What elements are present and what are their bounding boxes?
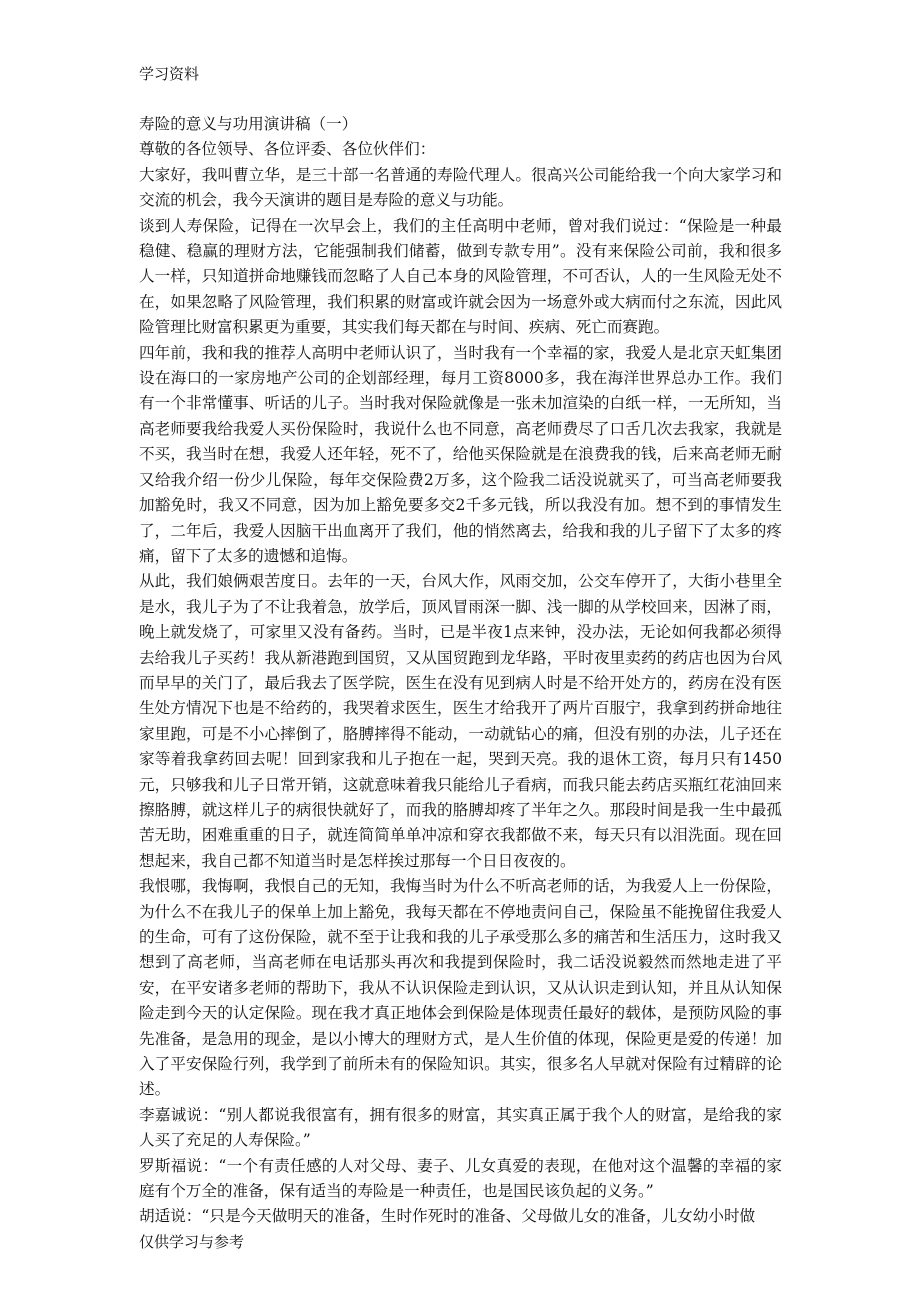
paragraph-quote-hu-shi: 胡适说：“只是今天做明天的准备，生时作死时的准备、父母做儿女的准备，儿女幼小时做 [139, 1207, 756, 1226]
document-title: 寿险的意义与功用演讲稿（一） [139, 115, 358, 133]
paragraph-hard-times: 从此，我们娘俩艰苦度日。去年的一天，台风大作，风雨交加，公交车停开了，大街小巷里全是水，我儿子为了不让我着急，放学后，顶风冒雨深一脚、浅一脚的从学校回来，因淋了雨，晚上就发烧了，可家里又没有备药。当时，已是半夜1点来钟，没办法，无论如何我都必须得去给我儿子买药！我从新港跑到国贸，又从国贸跑到龙华路，平时夜里卖药的药店也因为台风而早早的关门了，最后我去了医学院，医生在没有见到病人时是不给开处方的，药房在没有医生处方情况下也是不给药的，我哭着求医生，医生才给我开了两片百服宁，我拿到药拼命地往家里跑，可是不小心摔倒了，胳膊摔得不能动，一动就钻心的痛，但没有别的办法，儿子还在家等着我拿药回去呢！回到家我和儿子抱在一起，哭到天亮。我的退休工资，每月只有1450元，只够我和儿子日常开销，这就意味着我只能给儿子看病，而我只能去药店买瓶红花油回来擦胳膊，就这样儿子的病很快就好了，而我的胳膊却疼了半年之久。那段时间是我一生中最孤苦无助，困难重重的日子，就连简简单单冲凉和穿衣我都做不来，每天只有以泪洗面。现在回想起来，我自己都不知道当时是怎样挨过那每一个日日夜夜的。 [139, 572, 782, 870]
paragraph-introduction: 大家好，我叫曹立华，是三十部一名普通的寿险代理人。很高兴公司能给我一个向大家学习和交流的机会，我今天演讲的题目是寿险的意义与功能。 [139, 165, 782, 210]
paragraph-quote-li-ka-shing: 李嘉诚说：“别人都说我很富有，拥有很多的财富，其实真正属于我个人的财富，是给我的家人买了充足的人寿保险。” [139, 1105, 782, 1150]
paragraph-salutation: 尊敬的各位领导、各位评委、各位伙伴们： [139, 140, 436, 159]
paragraph-risk-management: 谈到人寿保险，记得在一次早会上，我们的主任高明中老师，曾对我们说过：“保险是一种最稳健、稳赢的理财方法，它能强制我们储蓄，做到专款专用”。没有来保险公司前，我和很多人一样，只知道拼命地赚钱而忽略了人自己本身的风险管理，不可否认，人的一生风险无处不在，如果忽略了风险管理，我们积累的财富或许就会因为一场意外或大病而付之东流，因此风险管理比财富积累更为重要，其实我们每天都在与时间、疾病、死亡而赛跑。 [139, 216, 782, 337]
page-footer: 仅供学习与参考 [139, 1233, 245, 1251]
paragraph-quote-roosevelt: 罗斯福说：“一个有责任感的人对父母、妻子、儿女真爱的表现，在他对这个温馨的幸福的家庭有个万全的准备，保有适当的寿险是一种责任，也是国民该负起的义务。” [139, 1156, 782, 1201]
page-header: 学习资料 [139, 65, 200, 83]
paragraph-four-years-ago: 四年前，我和我的推荐人高明中老师认识了，当时我有一个幸福的家，我爱人是北京天虹集团设在海口的一家房地产公司的企划部经理，每月工资8000多，我在海洋世界总办工作。我们有一个非常懂事、听话的儿子。当时我对保险就像是一张未加渲染的白纸一样，一无所知，当高老师要我给我爱人买份保险时，我说什么也不同意，高老师费尽了口舌几次去我家，我就是不买，我当时在想，我爱人还年轻，死不了，给他买保险就是在浪费我的钱，后来高老师无耐又给我介绍一份少儿保险，每年交保险费2万多，这个险我二话没说就买了，可当高老师要我加豁免时，我又不同意，因为加上豁免要多交2千多元钱，所以我没有加。想不到的事情发生了，二年后，我爱人因脑干出血离开了我们，他的悄然离去，给我和我的儿子留下了太多的疼痛，留下了太多的遗憾和追悔。 [139, 343, 782, 565]
document-body [139, 112, 782, 1230]
paragraph-regret: 我恨哪，我悔啊，我恨自己的无知，我悔当时为什么不听高老师的话，为我爱人上一份保险，为什么不在我儿子的保单上加上豁免，我每天都在不停地责问自己，保险虽不能挽留住我爱人的生命，可有了这份保险，就不至于让我和我的儿子承受那么多的痛苦和生活压力，这时我又想到了高老师，当高老师在电话那头再次和我提到保险时，我二话没说毅然而然地走进了平安，在平安诸多老师的帮助下，我从不认识保险走到认识，又从认识走到认知，并且从认知保险走到今天的认定保险。现在我才真正地体会到保险是体现责任最好的载体，是预防风险的事先准备，是急用的现金，是以小博大的理财方式，是人生价值的体现，保险更是爱的传递！加入了平安保险行列，我学到了前所未有的保险知识。其实，很多名人早就对保险有过精辟的论述。 [139, 877, 782, 1099]
